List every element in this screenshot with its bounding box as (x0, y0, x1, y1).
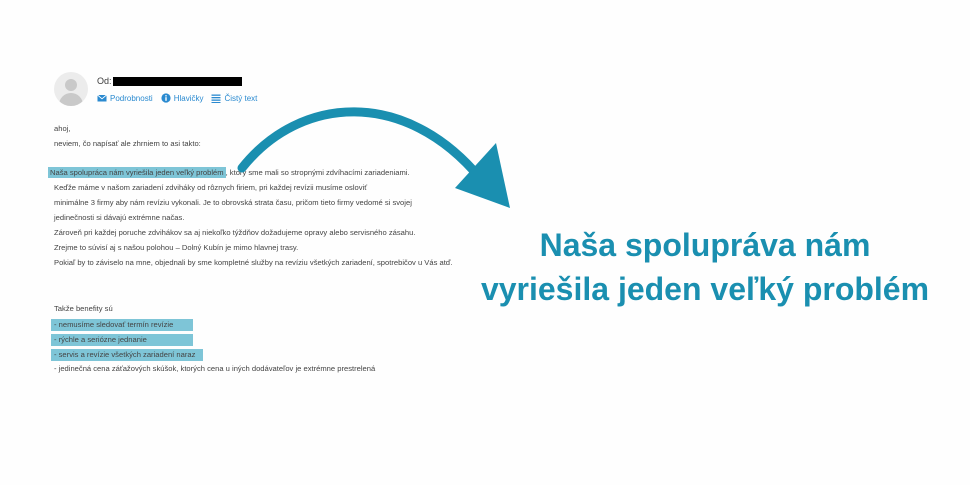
highlighted-phrase: Naša spolupráca nám vyriešila jeden veľký problém (50, 168, 224, 177)
intro-line: neviem, čo napísať ale zhrniem to asi takto: (54, 139, 201, 148)
body-line: jedinečnosti si dávajú extrémne načas. (54, 213, 185, 222)
callout-text (470, 223, 940, 311)
arrow-shaft (242, 112, 480, 178)
plain-text-link-label: Čistý text (224, 93, 258, 103)
callout-line-1: Naša spolupráva nám (539, 227, 871, 263)
body-line: Pokiaľ by to záviselo na mne, objednali by sme kompletné služby na revíziu všetkých zariadení, spotrebičov u Vás atď. (54, 258, 453, 267)
callout-line-2: vyriešila jeden veľký problém (480, 271, 930, 307)
greeting-line: ahoj, (54, 124, 71, 133)
body-line: Keďže máme v našom zariadení zdviháky od rôznych firiem, pri každej revízii musíme osloviť (54, 183, 368, 192)
benefits-heading: Takže benefity sú (54, 304, 113, 313)
body-line: Zároveň pri každej poruche zdvihákov sa aj niekoľko týždňov dožadujeme opravy alebo servisného zásahu. (54, 228, 416, 237)
benefit-item: - servis a revízie všetkých zariadení naraz (51, 349, 203, 361)
body-line: Zrejme to súvisí aj s našou polohou – Dolný Kubín je mimo hlavnej trasy. (54, 243, 299, 252)
details-link-label: Podrobnosti (110, 93, 153, 103)
from-label: Od: (97, 76, 112, 86)
highlight-line-rest: , ktorý sme mali so stropnými zdvíhacími zariadeniami. (225, 168, 410, 177)
benefit-item: - nemusíme sledovať termín revízie (51, 319, 193, 331)
arrow-head (455, 143, 510, 208)
body-line: minimálne 3 firmy aby nám revíziu vykonali. Je to obrovská strata času, pričom tieto firmy vedomé si svojej (54, 198, 412, 207)
benefit-item: - jedinečná cena záťažových skúšok, ktorých cena u iných dodávateľov je extrémne prestrelená (54, 364, 376, 373)
benefit-item: - rýchle a seriózne jednanie (51, 334, 193, 346)
headers-link-label: Hlavičky (173, 93, 204, 103)
